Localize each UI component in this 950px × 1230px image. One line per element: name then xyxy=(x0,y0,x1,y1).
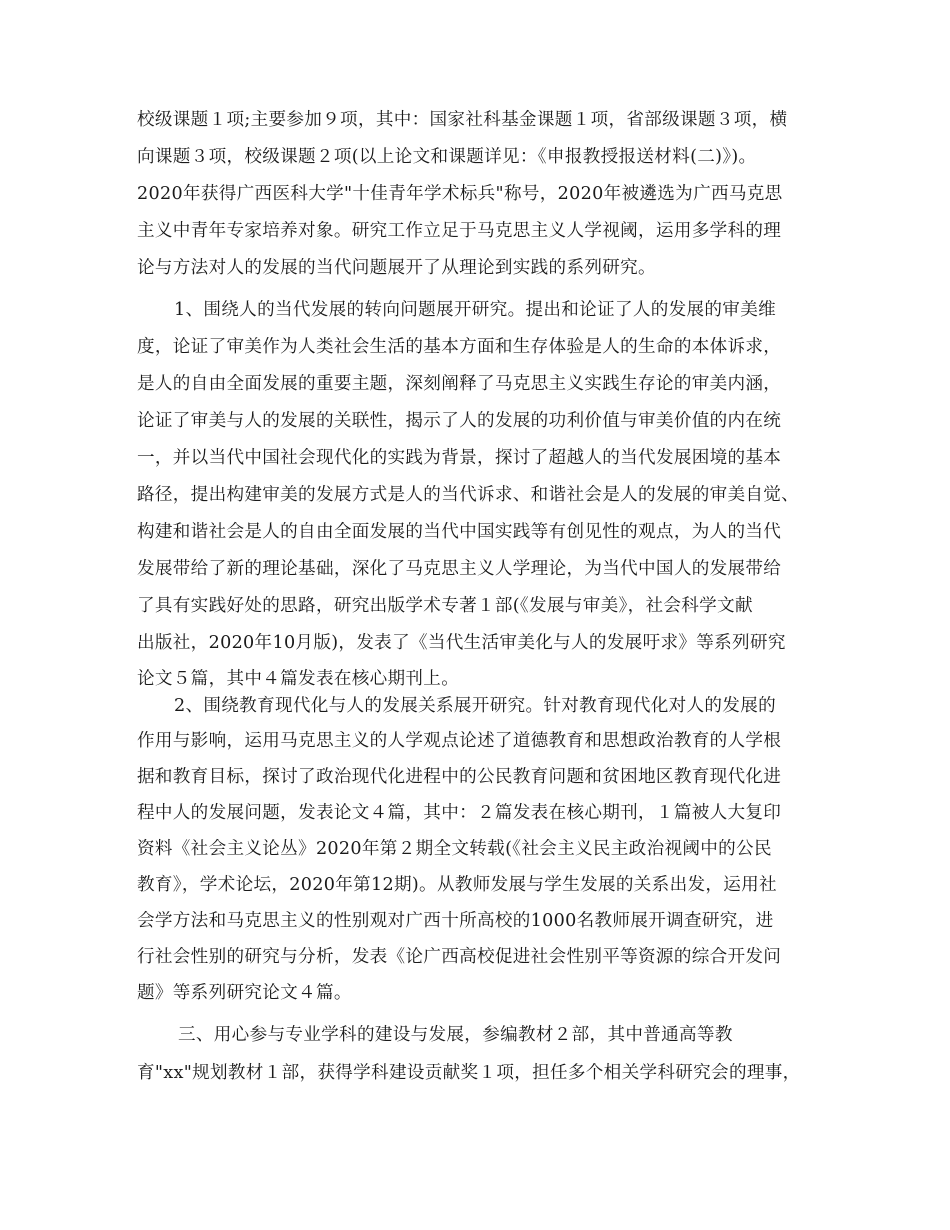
text-line: 论证了审美与人的发展的关联性，揭示了人的发展的功利价值与审美价值的内在统 xyxy=(137,411,782,431)
text-line: 向课题３项，校级课题２项(以上论文和课题详见：《申报教授报送材料(二)》)。 xyxy=(137,147,757,167)
text-line: 2020年获得广西医科大学"十佳青年学术标兵"称号，2020年被遴选为广西马克思 xyxy=(137,184,783,204)
text-line: 程中人的发展问题，发表论文４篇，其中：２篇发表在核心期刊，１篇被人大复印 xyxy=(137,803,782,823)
text-line: 发展带给了新的理论基础，深化了马克思主义人学理论，为当代中国人的发展带给 xyxy=(137,559,782,579)
text-line: 资料《社会主义论丛》2020年第２期全文转载(《社会主义民主政治视阈中的公民 xyxy=(137,839,772,859)
paragraph-first-line: 2、围绕教育现代化与人的发展关系展开研究。针对教育现代化对人的发展的 xyxy=(174,696,776,716)
text-line: 校级课题１项;主要参加９项，其中：国家社科基金课题１项，省部级课题３项，横 xyxy=(137,110,788,130)
text-line: 育"xx"规划教材１部，获得学科建设贡献奖１项，担任多个相关学科研究会的理事， xyxy=(137,1063,801,1083)
text-line: 是人的自由全面发展的重要主题，深刻阐释了马克思主义实践生存论的审美内涵， xyxy=(137,374,782,394)
text-line: 一，并以当代中国社会现代化的实践为背景，探讨了超越人的当代发展困境的基本 xyxy=(137,448,782,468)
text-line: 作用与影响，运用马克思主义的人学观点论述了道德教育和思想政治教育的人学根 xyxy=(137,731,782,751)
paragraph-first-line: 三、用心参与专业学科的建设与发展，参编教材２部，其中普通高等教 xyxy=(178,1025,733,1045)
text-line: 度，论证了审美作为人类社会生活的基本方面和生存体验是人的生命的本体诉求， xyxy=(137,337,782,357)
text-line: 论与方法对人的发展的当代问题展开了从理论到实践的系列研究。 xyxy=(137,258,656,278)
text-line: 构建和谐社会是人的自由全面发展的当代中国实践等有创见性的观点，为人的当代 xyxy=(137,522,782,542)
text-line: 题》等系列研究论文４篇。 xyxy=(137,983,352,1003)
text-line: 会学方法和马克思主义的性别观对广西十所高校的1000名教师展开调查研究，进 xyxy=(137,911,774,931)
text-line: 路径，提出构建审美的发展方式是人的当代诉求、和谐社会是人的发展的审美自觉、 xyxy=(137,485,800,505)
paragraph-first-line: 1、围绕人的当代发展的转向问题展开研究。提出和论证了人的发展的审美维 xyxy=(174,300,776,320)
text-line: 行社会性别的研究与分析，发表《论广西高校促进社会性别平等资源的综合开发问 xyxy=(137,947,782,967)
text-line: 论文５篇，其中４篇发表在核心期刊上。 xyxy=(137,669,460,689)
text-line: 出版社，2020年10月版)，发表了《当代生活审美化与人的发展吁求》等系列研究 xyxy=(137,633,786,653)
text-line: 了具有实践好处的思路，研究出版学术专著１部(《发展与审美》，社会科学文献 xyxy=(137,596,753,616)
text-line: 教育》，学术论坛，2020年第12期)。从教师发展与学生发展的关系出发，运用社 xyxy=(137,875,777,895)
text-line: 主义中青年专家培养对象。研究工作立足于马克思主义人学视阈，运用多学科的理 xyxy=(137,221,782,241)
text-line: 据和教育目标，探讨了政治现代化进程中的公民教育问题和贫困地区教育现代化进 xyxy=(137,767,782,787)
